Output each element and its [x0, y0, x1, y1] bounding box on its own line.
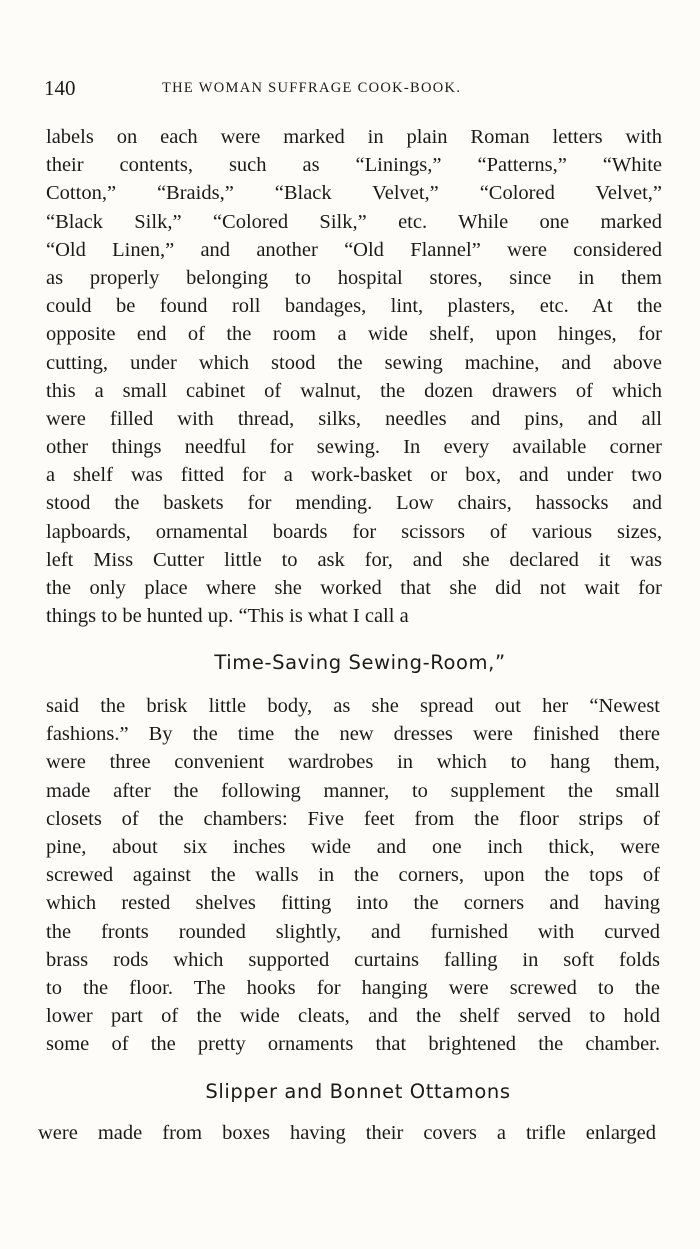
text-line: to the floor. The hooks for hanging were screwed to the — [46, 976, 660, 999]
text-line: the only place where she worked that she did not wait for — [46, 577, 662, 599]
text-line: made after the following manner, to supplement the small — [46, 779, 660, 802]
page-number: 140 — [44, 76, 76, 100]
text-line: stood the baskets for mending. Low chairs, hassocks and — [46, 492, 662, 515]
text-line: a shelf was fitted for a work-basket or box, and under two — [46, 464, 662, 487]
text-line: opposite end of the room a wide shelf, upon hinges, for — [46, 323, 662, 346]
paragraph-2 — [46, 692, 660, 1058]
text-line: said the brisk little body, as she spread out her “Newest — [46, 695, 660, 717]
text-line: Cotton,” “Braids,” “Black Velvet,” “Colored Velvet,” — [46, 182, 662, 205]
text-line: which rested shelves fitting into the corners and having — [46, 892, 660, 915]
text-line: “Black Silk,” “Colored Silk,” etc. While one marked — [46, 210, 662, 233]
text-line: were made from boxes having their covers a trifle enlarged — [38, 1122, 656, 1144]
text-line: other things needful for sewing. In every available corner — [46, 436, 662, 459]
paragraph-1 — [46, 123, 662, 630]
text-line: “Old Linen,” and another “Old Flannel” were considered — [46, 238, 662, 261]
text-line: were filled with thread, silks, needles and pins, and all — [46, 407, 662, 430]
running-head — [44, 76, 662, 100]
section-heading-sewing-room: Time-Saving Sewing-Room,” — [214, 651, 506, 674]
text-line: screwed against the walls in the corners, upon the tops of — [46, 864, 660, 887]
text-line: could be found roll bandages, lint, plasters, etc. At the — [46, 295, 662, 318]
text-line: cutting, under which stood the sewing machine, and above — [46, 351, 662, 374]
section-heading-ottamons: Slipper and Bonnet Ottamons — [205, 1080, 511, 1103]
text-line: brass rods which supported curtains falling in soft folds — [46, 948, 660, 971]
text-line: lapboards, ornamental boards for scissors of various sizes, — [46, 520, 662, 543]
text-line: their contents, such as “Linings,” “Patterns,” “White — [46, 154, 662, 177]
text-line: this a small cabinet of walnut, the dozen drawers of which — [46, 379, 662, 402]
text-line: things to be hunted up. “This is what I call a — [46, 605, 409, 628]
text-line: as properly belonging to hospital stores, since in them — [46, 266, 662, 289]
text-line: fashions.” By the time the new dresses were finished there — [46, 723, 660, 746]
text-line: closets of the chambers: Five feet from the floor strips of — [46, 807, 660, 830]
text-line: labels on each were marked in plain Roman letters with — [46, 126, 662, 148]
text-line: left Miss Cutter little to ask for, and she declared it was — [46, 548, 662, 571]
text-line: the fronts rounded slightly, and furnished with curved — [46, 920, 660, 943]
text-line: lower part of the wide cleats, and the shelf served to hold — [46, 1005, 660, 1028]
paragraph-3 — [38, 1119, 656, 1147]
text-line: pine, about six inches wide and one inch thick, were — [46, 835, 660, 858]
text-line: were three convenient wardrobes in which to hang them, — [46, 751, 660, 774]
book-title: THE WOMAN SUFFRAGE COOK-BOOK. — [162, 80, 462, 96]
text-line: some of the pretty ornaments that brightened the chamber. — [46, 1033, 660, 1056]
